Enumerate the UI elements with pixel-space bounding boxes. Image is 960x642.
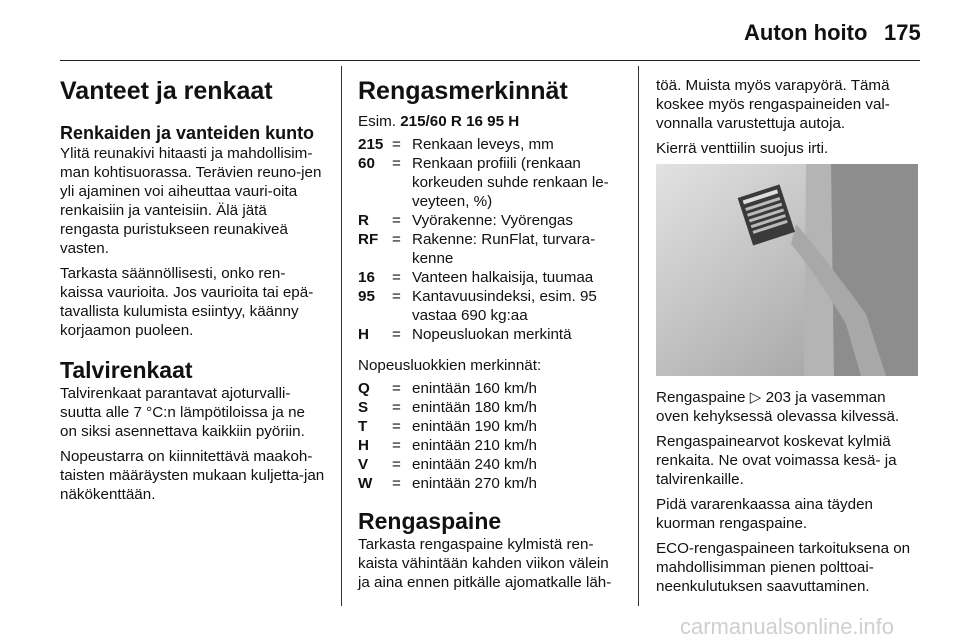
definition-key: 16 (358, 269, 375, 286)
header-divider (60, 60, 920, 61)
definition-row (358, 211, 624, 230)
equals-sign: = (392, 288, 401, 305)
paragraph: Tarkasta säännöllisesti, onko ren-kaissa vaurioita. Jos vaurioita tai epä-tavallista kulumista esiintyy, käänny korjaamon puoleen. (60, 265, 314, 339)
definition-key: T (358, 418, 368, 435)
definition-value: Nopeusluokan merkintä (412, 326, 572, 343)
definition-row (358, 455, 624, 474)
definition-value: Rakenne: RunFlat, turvara-kenne (412, 231, 596, 267)
column-3-lower (656, 388, 922, 602)
paragraph: Nopeustarra on kiinnitettävä maakoh-taisten määräysten mukaan kuljetta-jan näkökenttään. (60, 448, 325, 503)
equals-sign: = (392, 326, 401, 343)
column-divider-1 (341, 66, 342, 606)
paragraph: Kierrä venttiilin suojus irti. (656, 140, 829, 157)
definition-value: enintään 210 km/h (412, 437, 537, 454)
door-frame-label-photo (656, 164, 918, 376)
column-2 (358, 76, 624, 598)
definition-key: 60 (358, 155, 375, 172)
definition-row (358, 436, 624, 455)
definition-key: RF (358, 231, 379, 248)
example-code: 215/60 R 16 95 H (400, 113, 520, 130)
door-frame-icon (656, 164, 918, 376)
page-number: 175 (884, 20, 921, 45)
definition-key: R (358, 212, 369, 229)
example-line (358, 112, 624, 131)
definition-row (358, 417, 624, 436)
definition-value: enintään 180 km/h (412, 399, 537, 416)
definition-value: Renkaan leveys, mm (412, 136, 554, 153)
definition-value: enintään 160 km/h (412, 380, 537, 397)
definition-value: Renkaan profiili (renkaan korkeuden suhde renkaan le-veyteen, %) (412, 155, 609, 210)
paragraph: Ylitä reunakivi hitaasti ja mahdollisim-man kohtisuorassa. Terävien reuno-jen yli ajaminen voi aiheuttaa vauri-oita renkaisiin ja vanteisiin. Älä jätä rengasta puristukseen reunakiveä vasten. (60, 145, 322, 257)
caption-label: Rengaspaine (656, 389, 746, 406)
subsection-title-tire-pressure: Rengaspaine (358, 508, 502, 534)
definition-row (358, 268, 624, 287)
equals-sign: = (392, 231, 401, 248)
equals-sign: = (392, 475, 401, 492)
caption-text: 203 ja vasemman oven kehyksessä olevassa kilvessä. (656, 389, 900, 425)
header-title: Auton hoito (744, 20, 868, 45)
speed-class-list (358, 379, 624, 493)
column-divider-2 (638, 66, 639, 606)
photo-caption (656, 388, 922, 426)
watermark: carmanualsonline.info (680, 614, 895, 639)
definition-key: 95 (358, 288, 375, 305)
page-ref-icon: ▷ (749, 389, 762, 406)
equals-sign: = (392, 212, 401, 229)
definition-row (358, 398, 624, 417)
paragraph: Pidä vararenkaassa aina täyden kuorman rengaspaine. (656, 496, 873, 532)
equals-sign: = (392, 155, 401, 172)
paragraph: Talvirenkaat parantavat ajoturvalli-suutta alle 7 °C:n lämpötiloissa ja ne on siksi asennettava kaikkiin pyöriin. (60, 385, 305, 440)
definition-key: V (358, 456, 369, 473)
equals-sign: = (392, 399, 401, 416)
definition-key: H (358, 437, 369, 454)
definition-value: Kantavuusindeksi, esim. 95 vastaa 690 kg:aa (412, 288, 597, 324)
equals-sign: = (392, 380, 401, 397)
definition-value: enintään 240 km/h (412, 456, 537, 473)
definition-row (358, 325, 624, 344)
definition-row (358, 287, 624, 325)
definition-key: S (358, 399, 369, 416)
paragraph: Rengaspainearvot koskevat kylmiä renkaita. Ne ovat voimassa kesä- ja talvirenkaille. (656, 433, 897, 488)
subsection-title-winter-tires: Talvirenkaat (60, 357, 193, 383)
equals-sign: = (392, 269, 401, 286)
definition-key: Q (358, 380, 370, 397)
example-prefix: Esim. (358, 113, 396, 130)
definition-value: enintään 270 km/h (412, 475, 537, 492)
column-3 (656, 76, 922, 164)
equals-sign: = (392, 418, 401, 435)
definition-key: W (358, 475, 373, 492)
section-title-tire-markings: Rengasmerkinnät (358, 77, 568, 105)
definition-key: H (358, 326, 369, 343)
definition-value: Vanteen halkaisija, tuumaa (412, 269, 594, 286)
paragraph: Tarkasta rengaspaine kylmistä ren-kaista vähintään kahden viikon välein ja aina ennen pitkälle ajomatkalle läh- (358, 536, 612, 591)
definition-row (358, 135, 624, 154)
definition-value: enintään 190 km/h (412, 418, 537, 435)
column-1 (60, 76, 326, 510)
definition-row (358, 474, 624, 493)
paragraph: töä. Muista myös varapyörä. Tämä koskee myös rengaspaineiden val-vonnalla varustettuja autoja. (656, 77, 890, 132)
subsection-title-condition: Renkaiden ja vanteiden kunto (60, 123, 315, 143)
equals-sign: = (392, 437, 401, 454)
definition-value: Vyörakenne: Vyörengas (412, 212, 573, 229)
equals-sign: = (392, 456, 401, 473)
paragraph: ECO-rengaspaineen tarkoituksena on mahdollisimman pienen polttoai-neenkulutuksen saavuttaminen. (656, 540, 911, 595)
speed-intro: Nopeusluokkien merkinnät: (358, 357, 542, 374)
definition-row (358, 154, 624, 211)
definition-row (358, 230, 624, 268)
definition-key: 215 (358, 136, 384, 153)
definition-row (358, 379, 624, 398)
section-title-rims-tires: Vanteet ja renkaat (60, 77, 273, 105)
equals-sign: = (392, 136, 401, 153)
tire-marking-definitions (358, 135, 624, 344)
